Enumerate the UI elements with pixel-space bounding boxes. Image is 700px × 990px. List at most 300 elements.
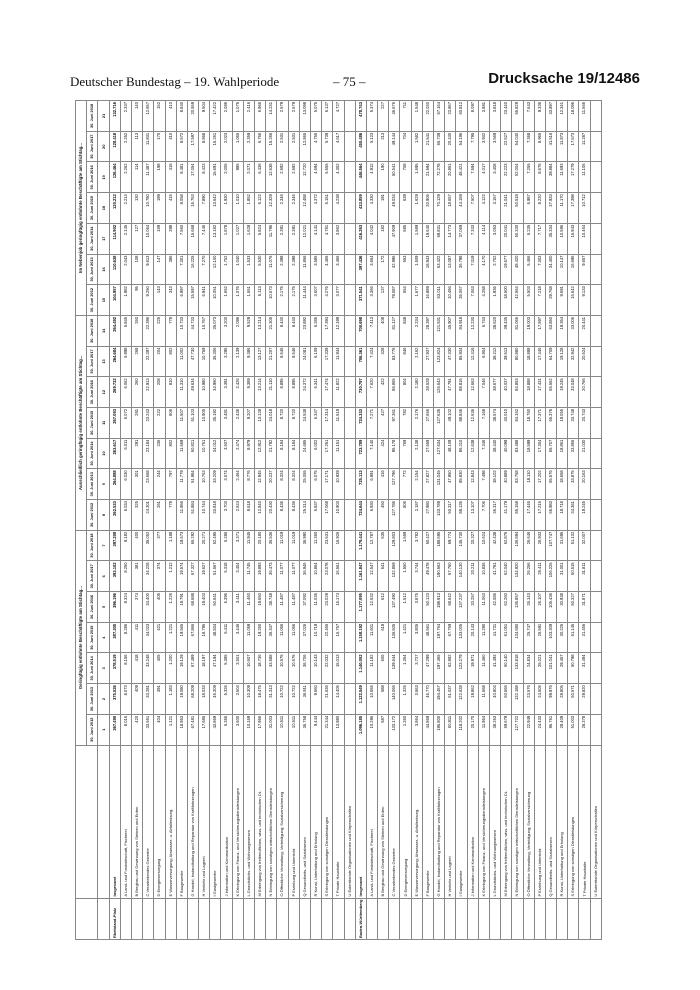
value-cell: 41.179: [501, 500, 512, 531]
value-cell: 26.933: [534, 530, 545, 561]
value-cell: 1.200: [165, 653, 176, 684]
table-row: [288, 101, 299, 940]
value-cell: 772: [400, 469, 411, 500]
value-cell: 10.169: [243, 714, 254, 745]
table-row: [568, 101, 579, 940]
value-cell: 18.736: [255, 653, 266, 684]
sector-label: I Gastgewerbe: [456, 745, 467, 898]
value-cell: 410: [165, 131, 176, 162]
value-cell: 797: [165, 469, 176, 500]
value-cell: 2.262: [120, 162, 131, 193]
header-state: [76, 898, 98, 939]
value-cell: 20.163: [579, 469, 590, 500]
year-header: 30. Juni 2016: [87, 377, 98, 408]
value-cell: 8.840: [176, 101, 187, 132]
value-cell: 374: [131, 592, 142, 623]
value-cell: 12.636: [467, 407, 478, 438]
value-cell: [590, 193, 601, 224]
value-cell: 3.466: [333, 254, 344, 285]
sector-label: F Baugewerbe: [176, 745, 187, 898]
value-cell: 6.011: [120, 438, 131, 469]
group-header-row: [76, 101, 87, 940]
value-cell: 40.037: [501, 377, 512, 408]
value-cell: 20.271: [199, 530, 210, 561]
value-cell: 140: [131, 101, 142, 132]
value-cell: 3.664: [366, 254, 377, 285]
value-cell: 83.775: [389, 346, 400, 377]
value-cell: 11.487: [277, 592, 288, 623]
value-cell: 19.862: [467, 684, 478, 715]
value-cell: 7.795: [467, 131, 478, 162]
value-cell: 19.640: [422, 223, 433, 254]
value-cell: 50.330: [512, 223, 523, 254]
value-cell: 3.295: [221, 346, 232, 377]
value-cell: 700.698: [355, 315, 366, 346]
value-cell: 2.005: [221, 162, 232, 193]
value-cell: [590, 469, 601, 500]
value-cell: 23.029: [322, 592, 333, 623]
value-cell: 46.770: [422, 684, 433, 715]
value-cell: 36.317: [489, 500, 500, 531]
value-cell: 398: [165, 223, 176, 254]
value-cell: 17.314: [322, 407, 333, 438]
value-cell: 6.991: [366, 469, 377, 500]
value-cell: 2.175: [288, 285, 299, 316]
state-cell: [545, 898, 556, 939]
value-cell: 132.716: [109, 101, 120, 132]
sector-label: L Grundstücks- und Wohnungswesen: [489, 745, 500, 898]
value-cell: 6.235: [523, 223, 534, 254]
value-cell: 3.371: [232, 530, 243, 561]
value-cell: 10.744: [199, 500, 210, 531]
value-cell: [344, 653, 355, 684]
value-cell: 11.487: [288, 592, 299, 623]
value-cell: 12.638: [266, 162, 277, 193]
value-cell: 393.102: [109, 561, 120, 592]
table-row: [557, 101, 568, 940]
value-cell: 415: [165, 193, 176, 224]
table-row: [299, 101, 310, 940]
value-cell: 10.596: [557, 223, 568, 254]
column-number: 17: [98, 223, 109, 254]
value-cell: 263.617: [109, 438, 120, 469]
value-cell: 27.659: [422, 438, 433, 469]
value-cell: 5.326: [221, 684, 232, 715]
value-cell: 9.660: [310, 684, 321, 715]
column-number-blank: [98, 898, 109, 939]
value-cell: [590, 223, 601, 254]
value-cell: 8.440: [277, 315, 288, 346]
value-cell: 19.650: [255, 592, 266, 623]
value-cell: 59.679: [501, 714, 512, 745]
value-cell: 7.643: [523, 101, 534, 132]
value-cell: 147: [154, 254, 165, 285]
state-cell: [378, 898, 389, 939]
value-cell: 3.077: [333, 285, 344, 316]
value-cell: 51.146: [568, 622, 579, 653]
value-cell: 51.102: [568, 530, 579, 561]
value-cell: 41.781: [489, 561, 500, 592]
document-header-title: Deutscher Bundestag – 19. Wahlperiode: [70, 74, 280, 89]
value-cell: 19.003: [523, 315, 534, 346]
rotated-table-area: [75, 100, 630, 940]
value-cell: 7.140: [366, 438, 377, 469]
value-cell: 17.202: [534, 469, 545, 500]
value-cell: 48.109: [445, 438, 456, 469]
value-cell: 137: [378, 285, 389, 316]
value-cell: 60.140: [501, 653, 512, 684]
state-cell: [176, 898, 187, 939]
value-cell: 85.830: [456, 469, 467, 500]
value-cell: 381: [131, 561, 142, 592]
value-cell: 10.464: [579, 223, 590, 254]
value-cell: 16.889: [422, 285, 433, 316]
value-cell: [590, 315, 601, 346]
value-cell: 7.890: [199, 193, 210, 224]
value-cell: 7.063: [467, 285, 478, 316]
value-cell: 12.532: [366, 592, 377, 623]
value-cell: 6.987: [523, 193, 534, 224]
value-cell: 104.957: [109, 285, 120, 316]
value-cell: 9.386: [243, 346, 254, 377]
value-cell: 8.436: [288, 500, 299, 531]
value-cell: 386: [165, 254, 176, 285]
value-cell: 406: [154, 592, 165, 623]
value-cell: 79.087: [389, 285, 400, 316]
year-header: 30. Juni 2018: [87, 101, 98, 132]
value-cell: 35.334: [545, 223, 556, 254]
value-cell: 39.884: [545, 162, 556, 193]
value-cell: 12.843: [467, 469, 478, 500]
value-cell: 6.075: [310, 469, 321, 500]
value-cell: 422: [378, 377, 389, 408]
value-cell: 136.857: [512, 592, 523, 623]
value-cell: 114: [131, 162, 142, 193]
value-cell: 67.866: [187, 622, 198, 653]
value-cell: 17.068: [322, 500, 333, 531]
column-number: 11: [98, 407, 109, 438]
value-cell: 1.212: [165, 561, 176, 592]
value-cell: 408: [378, 315, 389, 346]
value-cell: 553: [400, 254, 411, 285]
value-cell: [344, 285, 355, 316]
value-cell: 4.465: [322, 254, 333, 285]
value-cell: [590, 530, 601, 561]
value-cell: 10.611: [288, 714, 299, 745]
value-cell: 132.188: [512, 684, 523, 715]
value-cell: 11.360: [310, 530, 321, 561]
value-cell: 1.629: [411, 193, 422, 224]
value-cell: 34.012: [210, 438, 221, 469]
table-row: [210, 101, 221, 940]
state-cell: [277, 898, 288, 939]
value-cell: 18.888: [523, 346, 534, 377]
column-number: 5: [98, 592, 109, 623]
value-cell: 37.092: [299, 592, 310, 623]
value-cell: 1.065: [232, 131, 243, 162]
value-cell: 7.507: [467, 193, 478, 224]
value-cell: 4.122: [478, 193, 489, 224]
year-header: 30. Juni 2015: [87, 407, 98, 438]
value-cell: 1.158.192: [355, 622, 366, 653]
value-cell: 16.943: [568, 223, 579, 254]
value-cell: 47.730: [187, 346, 198, 377]
value-cell: 15.757: [333, 622, 344, 653]
value-cell: 127: [131, 223, 142, 254]
value-cell: 268: [131, 346, 142, 377]
value-cell: 2.426: [232, 377, 243, 408]
value-cell: 12.657: [143, 101, 154, 132]
value-cell: 846: [400, 346, 411, 377]
value-cell: 806: [165, 407, 176, 438]
value-cell: 12.787: [366, 530, 377, 561]
state-cell: [422, 898, 433, 939]
value-cell: 33.048: [568, 377, 579, 408]
value-cell: 2.398: [288, 254, 299, 285]
value-cell: 11.105: [579, 162, 590, 193]
value-cell: 8.286: [120, 622, 131, 653]
value-cell: [590, 561, 601, 592]
table-row: [322, 101, 333, 940]
value-cell: 106.225: [545, 561, 556, 592]
value-cell: 12.199: [333, 315, 344, 346]
value-cell: 416: [165, 162, 176, 193]
value-cell: 639: [400, 193, 411, 224]
value-cell: 12.720: [299, 162, 310, 193]
value-cell: 127.635: [434, 407, 445, 438]
value-cell: 367.490: [109, 714, 120, 745]
value-cell: 17.279: [568, 162, 579, 193]
value-cell: 269.732: [109, 377, 120, 408]
value-cell: 3.782: [411, 530, 422, 561]
value-cell: 2.359: [243, 131, 254, 162]
value-cell: 3.404: [232, 561, 243, 592]
column-number: 20: [98, 131, 109, 162]
value-cell: 24.018: [266, 407, 277, 438]
sector-label: T Private Haushalte: [333, 745, 344, 898]
value-cell: 7.303: [534, 254, 545, 285]
value-cell: 33.748: [568, 407, 579, 438]
value-cell: 49.144: [389, 131, 400, 162]
value-cell: 123.824: [434, 346, 445, 377]
value-cell: 7.301: [176, 254, 187, 285]
value-cell: 31.455: [579, 622, 590, 653]
value-cell: 1.121: [165, 714, 176, 745]
value-cell: 28.529: [422, 377, 433, 408]
rotated-table-canvas: [75, 100, 630, 940]
value-cell: 137.490: [389, 592, 400, 623]
value-cell: 2.096: [232, 315, 243, 346]
value-cell: 12.416: [467, 346, 478, 377]
value-cell: 47.909: [389, 223, 400, 254]
value-cell: 17.422: [210, 101, 221, 132]
value-cell: 4.330: [366, 193, 377, 224]
year-header: 30. Juni 2014: [87, 223, 98, 254]
value-cell: 7.413: [366, 315, 377, 346]
value-cell: 20.430: [266, 500, 277, 531]
state-cell: Rheinland-Pfalz: [109, 898, 120, 939]
year-header: 30. Juni 2015: [87, 622, 98, 653]
table-row: [489, 101, 500, 940]
value-cell: 9.336: [534, 101, 545, 132]
value-cell: 612: [378, 592, 389, 623]
state-cell: [187, 898, 198, 939]
value-cell: 325: [131, 500, 142, 531]
value-cell: 10.147: [557, 254, 568, 285]
value-cell: 5.739: [322, 131, 333, 162]
value-cell: 11.964: [478, 714, 489, 745]
value-cell: 17.398: [568, 193, 579, 224]
value-cell: 23.184: [143, 438, 154, 469]
value-cell: 11.066: [288, 622, 299, 653]
value-cell: 3.805: [411, 622, 422, 653]
value-cell: 17.431: [534, 377, 545, 408]
value-cell: 19.250: [255, 622, 266, 653]
year-header: 30. Juni 2012: [87, 500, 98, 531]
value-cell: 343: [165, 285, 176, 316]
value-cell: 85.158: [512, 500, 523, 531]
column-number: 21: [98, 101, 109, 132]
value-cell: 1.628: [243, 223, 254, 254]
value-cell: 11.566: [579, 101, 590, 132]
value-cell: 11.668: [478, 684, 489, 715]
value-cell: 7.046: [478, 377, 489, 408]
value-cell: 6.034: [120, 500, 131, 531]
value-cell: 410: [165, 101, 176, 132]
value-cell: 133.172: [389, 714, 400, 745]
state-cell: [512, 898, 523, 939]
value-cell: 1.982: [120, 285, 131, 316]
value-cell: 3.727: [411, 653, 422, 684]
value-cell: 19.129: [176, 653, 187, 684]
value-cell: [344, 500, 355, 531]
value-cell: 11.460: [243, 592, 254, 623]
state-cell: [400, 898, 411, 939]
value-cell: 26.411: [534, 561, 545, 592]
document-number-value: 12486: [598, 70, 640, 87]
value-cell: 62.882: [445, 653, 456, 684]
value-cell: 139.644: [389, 653, 400, 684]
table-row: [545, 101, 556, 940]
value-cell: 67.327: [187, 561, 198, 592]
value-cell: 22.030: [422, 101, 433, 132]
value-cell: 18.760: [523, 407, 534, 438]
value-cell: 145.730: [456, 530, 467, 561]
value-cell: 6.341: [310, 377, 321, 408]
value-cell: 133.005: [456, 622, 467, 653]
value-cell: 3.366: [366, 285, 377, 316]
table-row: [165, 101, 176, 940]
value-cell: 108: [131, 254, 142, 285]
value-cell: 2.138: [411, 438, 422, 469]
value-cell: 18.888: [523, 377, 534, 408]
value-cell: 21.636: [322, 684, 333, 715]
value-cell: 20.143: [467, 622, 478, 653]
value-cell: 43.869: [210, 714, 221, 745]
value-cell: 2.252: [120, 131, 131, 162]
value-cell: 103.309: [545, 622, 556, 653]
value-cell: 2.592: [288, 162, 299, 193]
table-row: [310, 101, 321, 940]
value-cell: 244: [154, 469, 165, 500]
value-cell: 264.684: [109, 346, 120, 377]
value-cell: 18.795: [199, 622, 210, 653]
year-header: 30. Juni 2016: [87, 592, 98, 623]
value-cell: 81.127: [389, 315, 400, 346]
value-cell: 33.281: [143, 684, 154, 715]
value-cell: 1.140.052: [355, 653, 366, 684]
group-header: Ausschließlich geringfügig entlohnte Beschäftigte am Stichtag...: [76, 315, 87, 530]
value-cell: 1.695: [411, 162, 422, 193]
value-cell: 16.668: [187, 223, 198, 254]
value-cell: 4.114: [478, 223, 489, 254]
sector-label: Insgesamt: [109, 745, 120, 898]
value-cell: 2.391: [277, 223, 288, 254]
value-cell: 7.446: [199, 223, 210, 254]
value-cell: 12.945: [255, 469, 266, 500]
state-cell: [389, 898, 400, 939]
table-row: [120, 101, 131, 940]
sector-label: F Baugewerbe: [422, 745, 433, 898]
value-cell: 13.642: [210, 193, 221, 224]
state-cell: [243, 898, 254, 939]
value-cell: 12.488: [299, 193, 310, 224]
value-cell: 11.076: [266, 254, 277, 285]
value-cell: 6.904: [478, 346, 489, 377]
value-cell: 38.102: [489, 469, 500, 500]
value-cell: 194.467: [434, 684, 445, 715]
value-cell: 5.113: [255, 285, 266, 316]
value-cell: 48.834: [210, 622, 221, 653]
value-cell: 18.718: [557, 500, 568, 531]
value-cell: 18.475: [255, 684, 266, 715]
value-cell: 15.691: [210, 162, 221, 193]
sector-label: E Wasserversorgung; Abwasser- u. Abfallentsorg.: [165, 745, 176, 898]
value-cell: [344, 438, 355, 469]
value-cell: 40.804: [489, 684, 500, 715]
value-cell: 11.444: [299, 285, 310, 316]
value-cell: 42.438: [489, 530, 500, 561]
value-cell: 10.575: [288, 653, 299, 684]
value-cell: [344, 469, 355, 500]
value-cell: 2.187: [411, 500, 422, 531]
year-header: 30. Juni 2015: [87, 193, 98, 224]
value-cell: 8.868: [199, 131, 210, 162]
value-cell: 387.305: [109, 622, 120, 653]
value-cell: 11.944: [333, 346, 344, 377]
value-cell: [344, 714, 355, 745]
value-cell: 4.170: [478, 254, 489, 285]
value-cell: 13.098: [299, 101, 310, 132]
value-cell: 50.798: [568, 653, 579, 684]
value-cell: 31.695: [557, 530, 568, 561]
value-cell: 8.184: [277, 438, 288, 469]
value-cell: 191: [378, 193, 389, 224]
value-cell: 31.811: [579, 561, 590, 592]
value-cell: 10.143: [310, 653, 321, 684]
sector-label: N Erbringung von sonstigen wirtschaftlichen Dienstleistungen: [266, 745, 277, 898]
table-row: [154, 101, 165, 940]
value-cell: 36.946: [299, 561, 310, 592]
value-cell: 113: [131, 131, 142, 162]
value-cell: 10.494: [445, 285, 456, 316]
value-cell: 262.533: [109, 500, 120, 531]
sector-label: Q Gesundheits- und Sozialwesen: [545, 745, 556, 898]
value-cell: 29.457: [557, 653, 568, 684]
value-cell: 24.685: [299, 438, 310, 469]
value-cell: 4.017: [478, 162, 489, 193]
value-cell: 62.875: [501, 530, 512, 561]
